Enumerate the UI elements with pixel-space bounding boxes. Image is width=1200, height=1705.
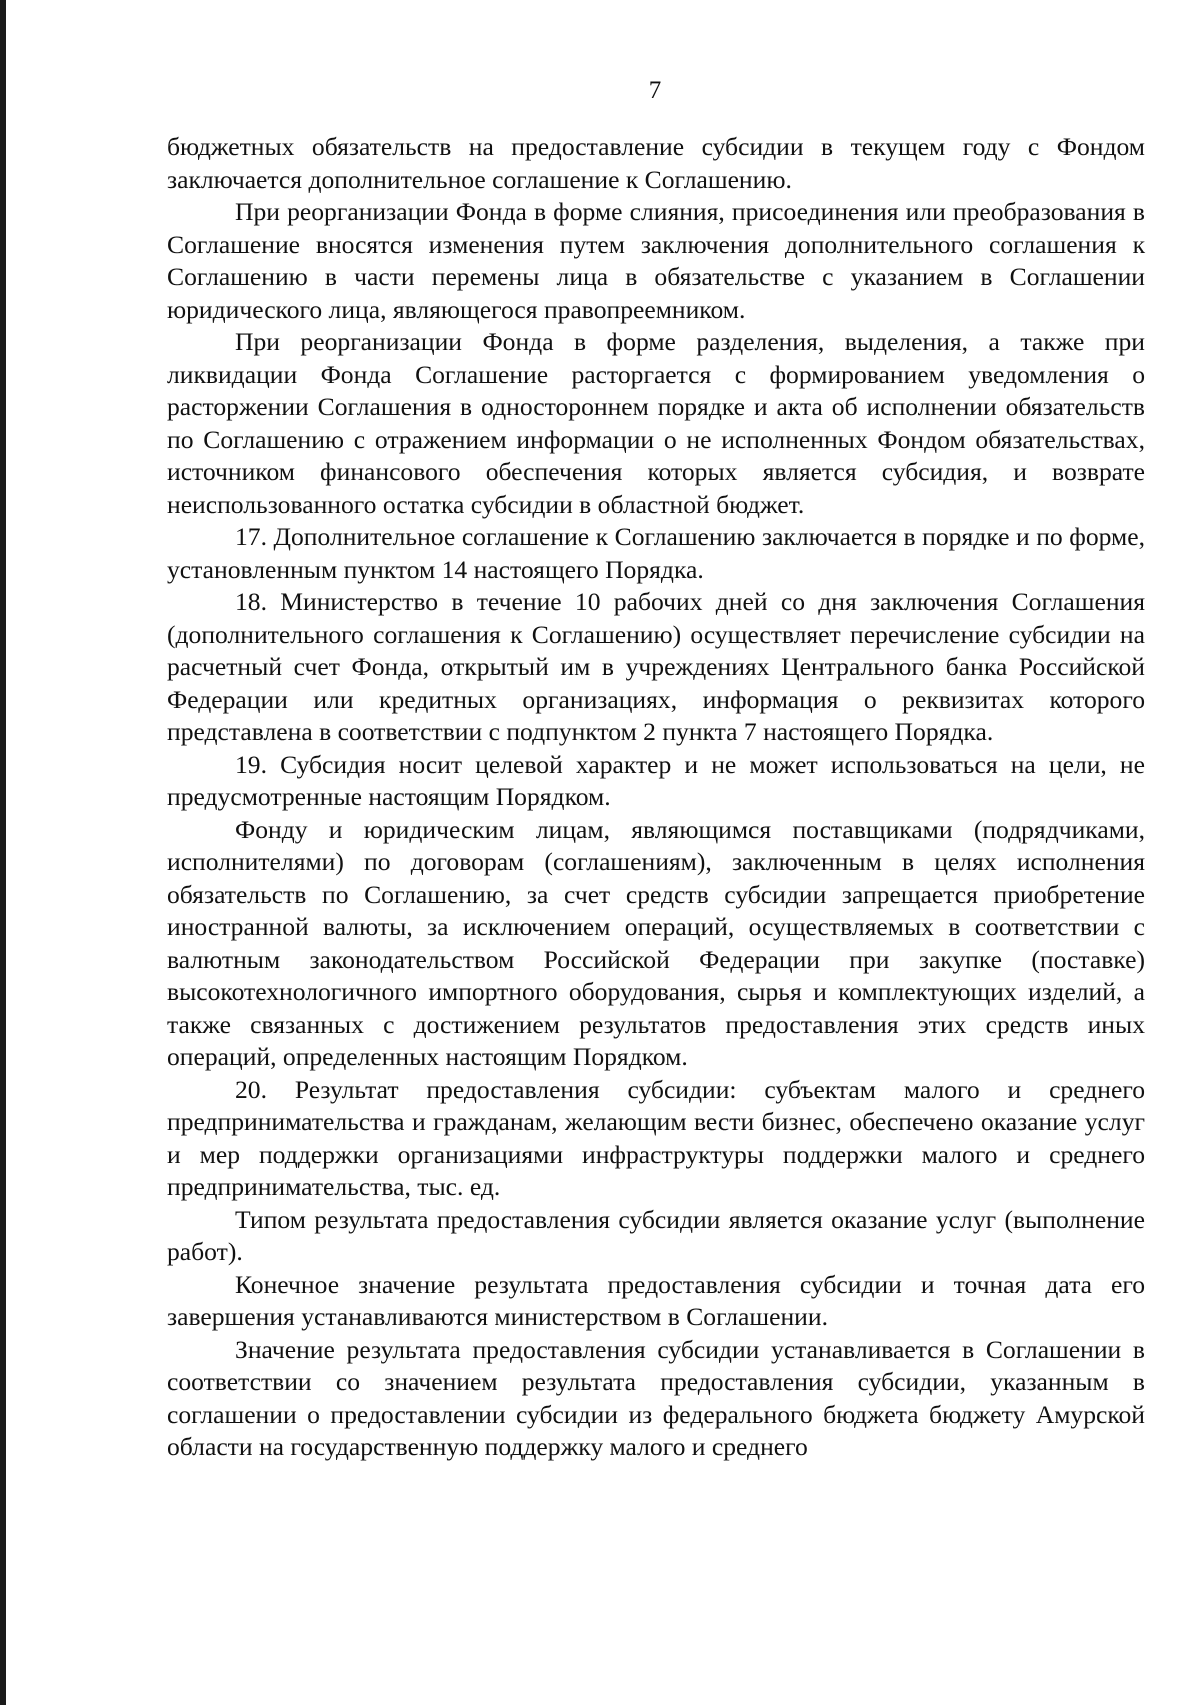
paragraph-reorganization-merger: При реорганизации Фонда в форме слияния, присоединения или преобразования в Соглашение вносятся изменения путем заключения дополнительного соглашения к Соглашению в части перемены лица в обязательстве с указанием в Соглашении юридического лица, являющегося правопреемником.: [167, 197, 1145, 324]
paragraph-continuation: бюджетных обязательств на предоставление субсидии в текущем году с Фондом заключается дополнительное соглашение к Соглашению.: [167, 132, 1145, 194]
paragraph-result-value: Значение результата предоставления субсидии устанавливается в Соглашении в соответствии со значением результата предоставления субсидии, указанным в соглашении о предоставлении субсидии из федерального бюджета бюджету Амурской области на государственную поддержку малого и среднего: [167, 1334, 1145, 1461]
paragraph-reorganization-division: При реорганизации Фонда в форме разделения, выделения, а также при ликвидации Фонда Соглашение расторгается с формированием уведомления о расторжении Соглашения в одностороннем порядке и акта об исполнении обязательств по Соглашению с отражением информации о не исполненных Фондом обязательствах, источником финансового обеспечения которых является субсидия, и возврате неиспользованного остатка субсидии в областной бюджет.: [167, 327, 1145, 519]
paragraph-currency-restriction: Фонду и юридическим лицам, являющимся поставщиками (подрядчиками, исполнителями) по договорам (соглашениям), заключенным в целях исполнения обязательств по Соглашению, за счет средств субсидии запрещается приобретение иностранной валюты, за исключением операций, осуществляемых в соответствии с валютным законодательством Российской Федерации при закупке (поставке) высокотехнологичного импортного оборудования, сырья и комплектующих изделий, а также связанных с достижением результатов предоставления этих средств иных операций, определенных настоящим Порядком.: [167, 814, 1145, 1071]
paragraph-clause-17: 17. Дополнительное соглашение к Соглашению заключается в порядке и по форме, установленным пунктом 14 настоящего Порядка.: [167, 522, 1145, 584]
paragraph-final-value: Конечное значение результата предоставления субсидии и точная дата его завершения устанавливаются министерством в Соглашении.: [167, 1269, 1145, 1331]
page-number: 7: [648, 77, 662, 104]
scan-edge: [0, 0, 6, 1705]
paragraph-clause-18: 18. Министерство в течение 10 рабочих дней со дня заключения Соглашения (дополнительного соглашения к Соглашению) осуществляет перечисление субсидии на расчетный счет Фонда, открытый им в учреждениях Центрального банка Российской Федерации или кредитных организациях, информация о реквизитах которого представлена в соответствии с подпунктом 2 пункта 7 настоящего Порядка.: [167, 587, 1145, 746]
paragraph-clause-19: 19. Субсидия носит целевой характер и не может использоваться на цели, не предусмотренные настоящим Порядком.: [167, 749, 1145, 811]
paragraph-result-type: Типом результата предоставления субсидии является оказание услуг (выполнение работ).: [167, 1204, 1145, 1266]
paragraph-clause-20: 20. Результат предоставления субсидии: субъектам малого и среднего предпринимательства и гражданам, желающим вести бизнес, обеспечено оказание услуг и мер поддержки организациями инфраструктуры поддержки малого и среднего предпринимательства, тыс. ед.: [167, 1074, 1145, 1201]
document-body: [167, 131, 1145, 1464]
